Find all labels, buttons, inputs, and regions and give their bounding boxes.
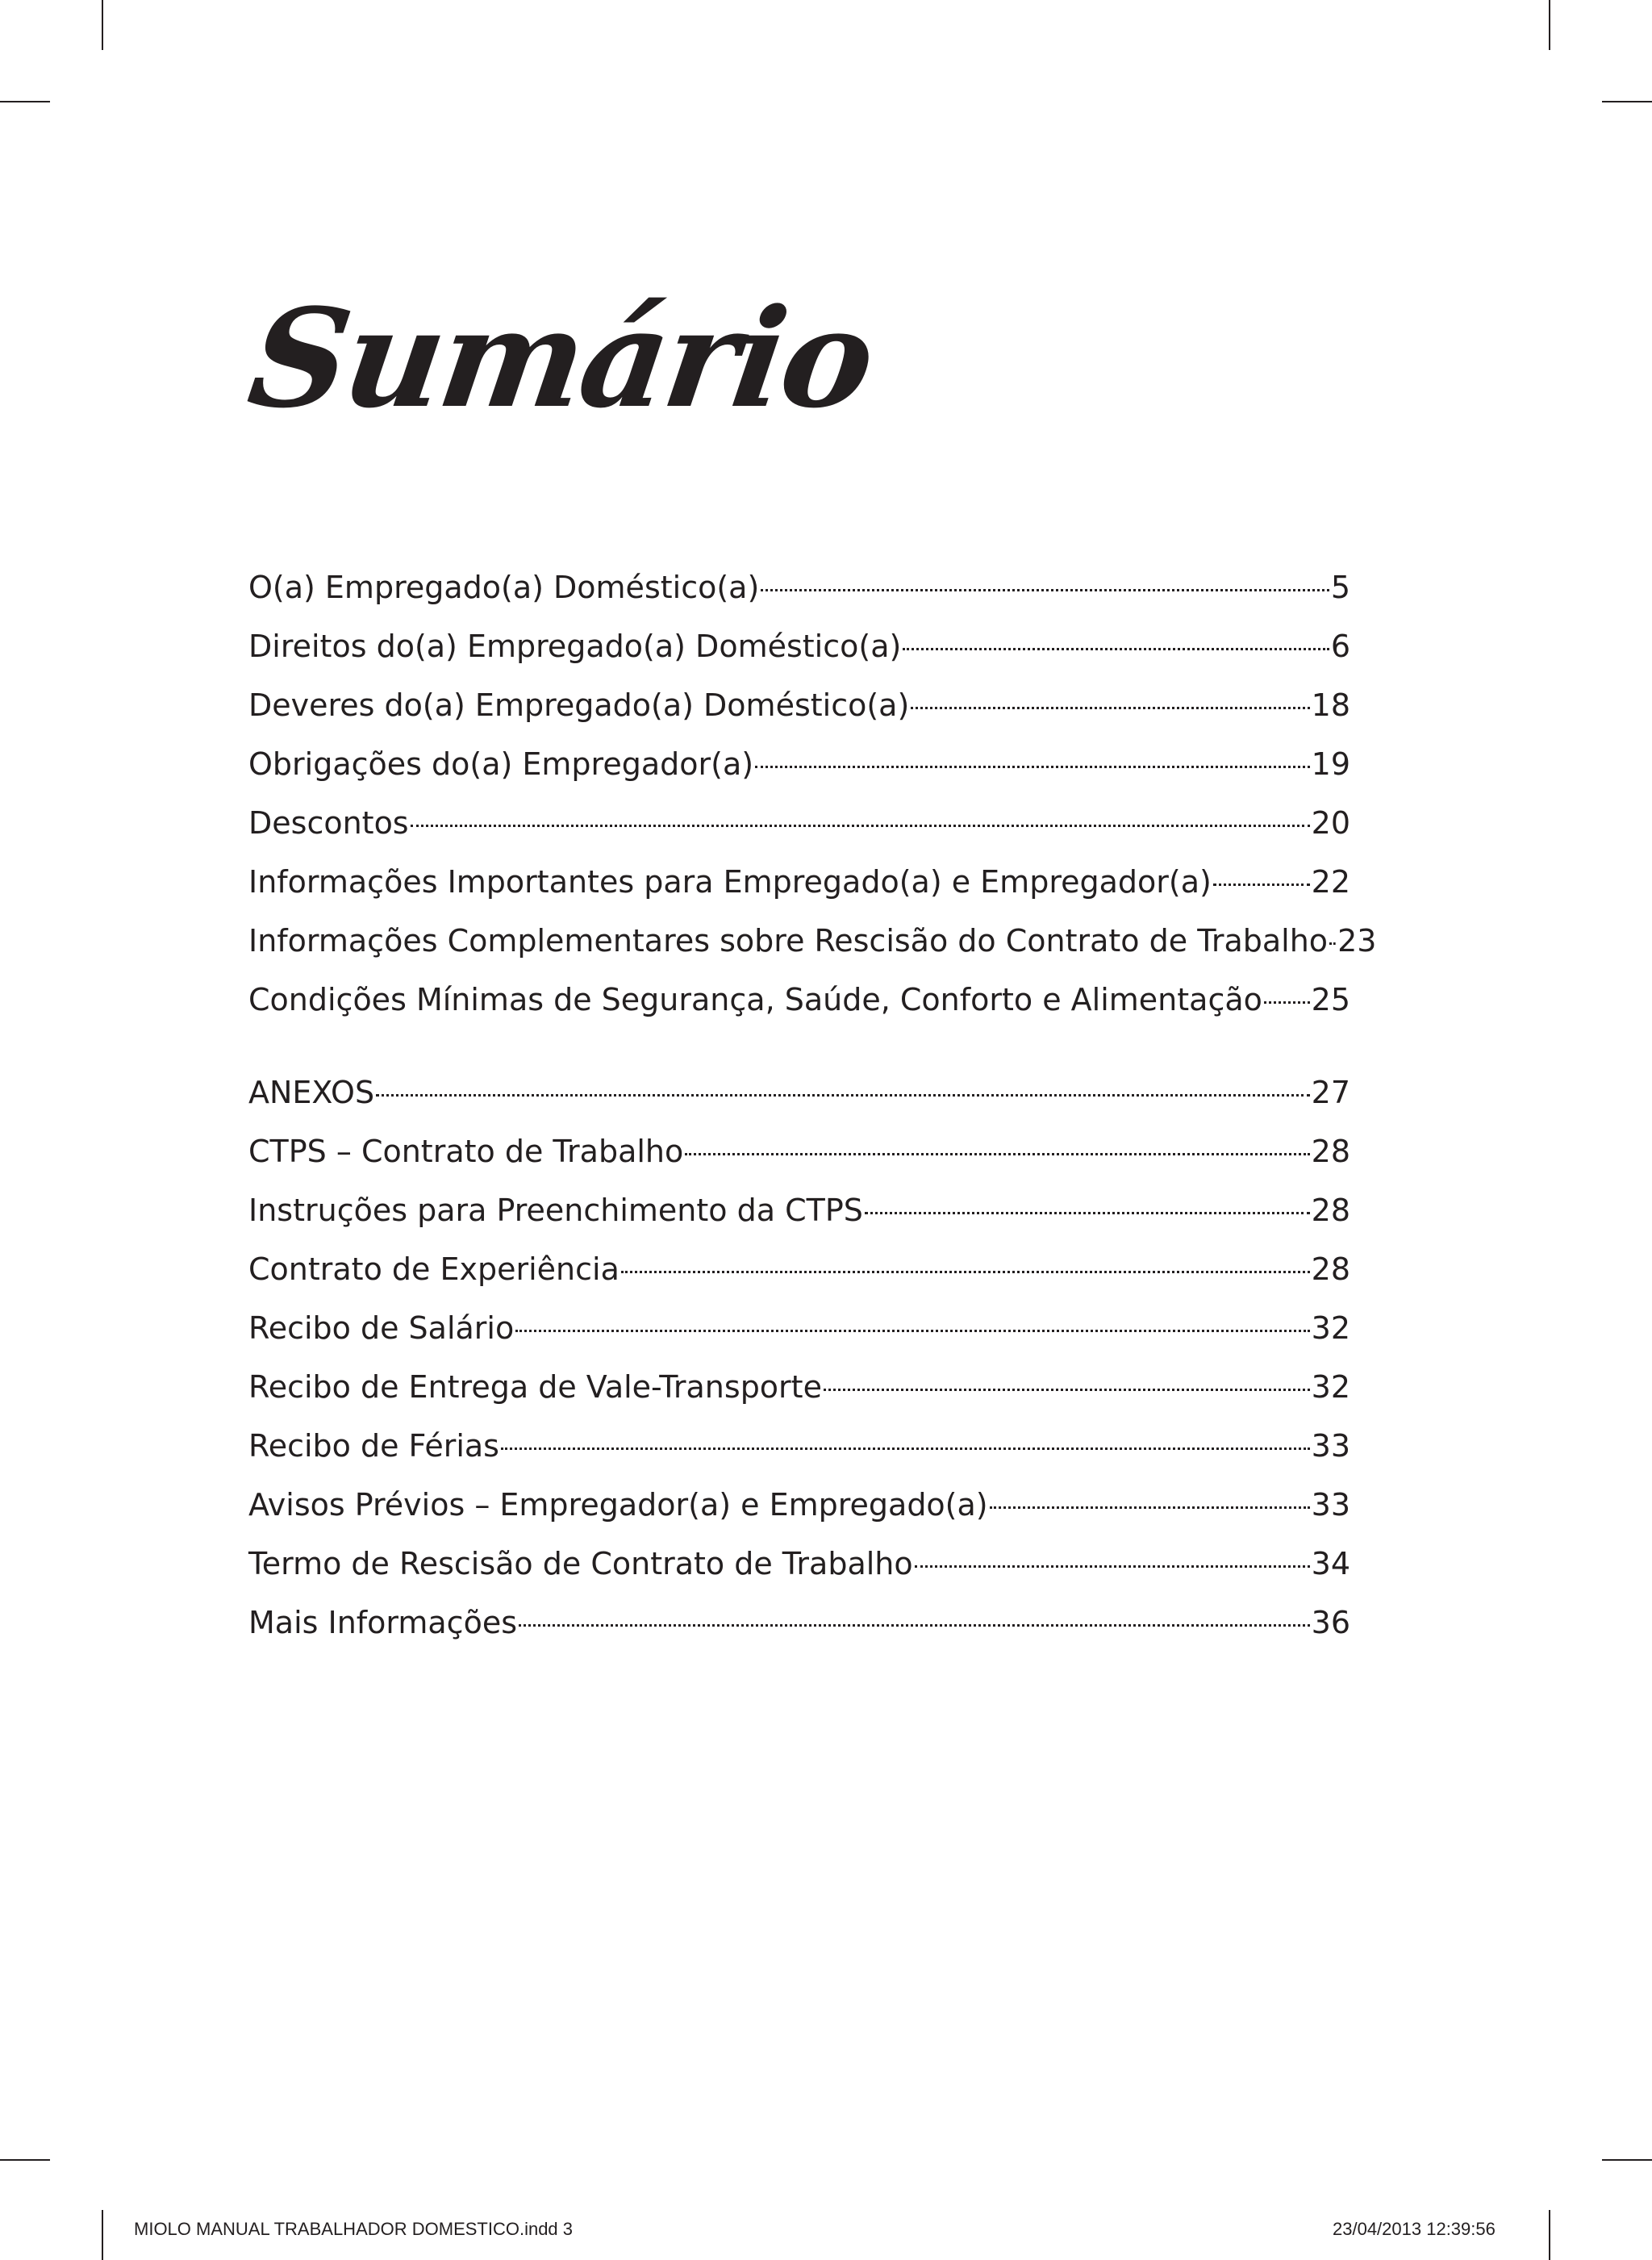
toc-entry-page-number: 19	[1311, 746, 1350, 782]
toc-entry[interactable]	[248, 1594, 1350, 1652]
toc-dot-leader	[824, 1389, 1310, 1391]
toc-entry-page-number: 32	[1311, 1369, 1350, 1405]
toc-entry[interactable]	[248, 617, 1350, 676]
crop-mark-bottom-right	[1549, 2210, 1550, 2260]
toc-dot-leader	[411, 825, 1310, 827]
toc-entry-label: Descontos	[248, 805, 409, 841]
toc-entry-page-number: 6	[1330, 629, 1350, 664]
toc-entry-page-number: 28	[1311, 1134, 1350, 1169]
toc-entry-page-number: 36	[1311, 1605, 1350, 1640]
toc-dot-leader	[685, 1153, 1309, 1155]
toc-entry-label: Obrigações do(a) Empregador(a)	[248, 746, 754, 782]
toc-entry-label: Avisos Prévios – Empregador(a) e Empregado(a)	[248, 1487, 988, 1523]
toc-entry-label: ANEXOS	[248, 1075, 375, 1110]
toc-entry[interactable]	[248, 1358, 1350, 1417]
slug-file-info: MIOLO MANUAL TRABALHADOR DOMESTICO.indd 3	[134, 2219, 574, 2239]
toc-entry[interactable]	[248, 1417, 1350, 1476]
toc-entry-page-number: 34	[1311, 1546, 1350, 1581]
toc-entry[interactable]	[248, 1063, 1350, 1122]
toc-entry[interactable]	[248, 853, 1350, 912]
toc-entry-page-number: 28	[1311, 1251, 1350, 1287]
crop-mark-bottom-left	[102, 2210, 103, 2260]
toc-entry-label: Recibo de Salário	[248, 1310, 515, 1346]
toc-entry-label: Termo de Rescisão de Contrato de Trabalho	[248, 1546, 913, 1581]
slug-timestamp: 23/04/2013 12:39:56	[1333, 2219, 1496, 2239]
toc-entry-page-number: 32	[1311, 1310, 1350, 1346]
toc-entry[interactable]	[248, 1476, 1350, 1535]
toc-dot-leader	[903, 648, 1329, 650]
toc-dot-leader	[1264, 1001, 1310, 1004]
crop-mark-left-top	[0, 101, 50, 102]
toc-entry-label: Recibo de Férias	[248, 1428, 499, 1464]
toc-entry-label: CTPS – Contrato de Trabalho	[248, 1134, 684, 1169]
toc-entry[interactable]	[248, 1181, 1350, 1240]
toc-entry[interactable]	[248, 1240, 1350, 1299]
toc-entry[interactable]	[248, 1535, 1350, 1594]
toc-entry-page-number: 25	[1311, 982, 1350, 1017]
toc-entry-page-number: 27	[1311, 1075, 1350, 1110]
toc-entry-label: Contrato de Experiência	[248, 1251, 620, 1287]
toc-entry-label: Instruções para Preenchimento da CTPS	[248, 1193, 863, 1228]
toc-dot-leader	[761, 589, 1329, 591]
toc-annex-list	[248, 1063, 1350, 1652]
toc-dot-leader	[915, 1565, 1310, 1568]
toc-dot-leader	[501, 1447, 1310, 1450]
toc-entry-page-number: 33	[1311, 1487, 1350, 1523]
toc-entry-label: Condições Mínimas de Segurança, Saúde, Conforto e Alimentação	[248, 982, 1262, 1017]
toc-entry-label: Informações Importantes para Empregado(a) e Empregador(a)	[248, 864, 1212, 900]
toc-entry-page-number: 22	[1311, 864, 1350, 900]
crop-mark-right-bottom	[1602, 2159, 1652, 2161]
toc-entry[interactable]	[248, 912, 1377, 971]
crop-mark-top-right	[1549, 0, 1550, 50]
crop-mark-top-left	[102, 0, 103, 50]
toc-entry[interactable]	[248, 1122, 1350, 1181]
toc-entry-page-number: 33	[1311, 1428, 1350, 1464]
toc-entry-label: Mais Informações	[248, 1605, 518, 1640]
toc-dot-leader	[1329, 942, 1336, 945]
toc-entry[interactable]	[248, 794, 1350, 853]
toc-entry-label: Direitos do(a) Empregado(a) Doméstico(a)	[248, 629, 902, 664]
toc-entry-page-number: 23	[1337, 923, 1377, 959]
toc-dot-leader	[515, 1330, 1309, 1332]
toc-entry-page-number: 20	[1311, 805, 1350, 841]
toc-dot-leader	[1213, 884, 1310, 886]
toc-entry[interactable]	[248, 1299, 1350, 1358]
toc-entry-page-number: 28	[1311, 1193, 1350, 1228]
toc-entry[interactable]	[248, 971, 1350, 1030]
crop-mark-left-bottom	[0, 2159, 50, 2161]
crop-mark-right-top	[1602, 101, 1652, 102]
toc-entry-page-number: 5	[1330, 570, 1350, 605]
toc-entry-label: Deveres do(a) Empregado(a) Doméstico(a)	[248, 687, 910, 723]
toc-dot-leader	[621, 1271, 1310, 1273]
toc-dot-leader	[990, 1506, 1310, 1509]
toc-entry-label: Recibo de Entrega de Vale-Transporte	[248, 1369, 822, 1405]
toc-dot-leader	[911, 707, 1309, 709]
toc-dot-leader	[865, 1212, 1310, 1214]
toc-dot-leader	[376, 1094, 1310, 1097]
toc-entry[interactable]	[248, 558, 1350, 617]
toc-entry-label: Informações Complementares sobre Rescisão do Contrato de Trabalho	[248, 923, 1329, 959]
toc-entry-page-number: 18	[1311, 687, 1350, 723]
toc-entry-label: O(a) Empregado(a) Doméstico(a)	[248, 570, 760, 605]
toc-entry[interactable]	[248, 676, 1350, 735]
toc-entry[interactable]	[248, 735, 1350, 794]
toc-main-list	[248, 558, 1377, 1030]
page-title: Sumário	[240, 278, 882, 438]
toc-dot-leader	[519, 1624, 1310, 1627]
toc-dot-leader	[755, 766, 1310, 768]
